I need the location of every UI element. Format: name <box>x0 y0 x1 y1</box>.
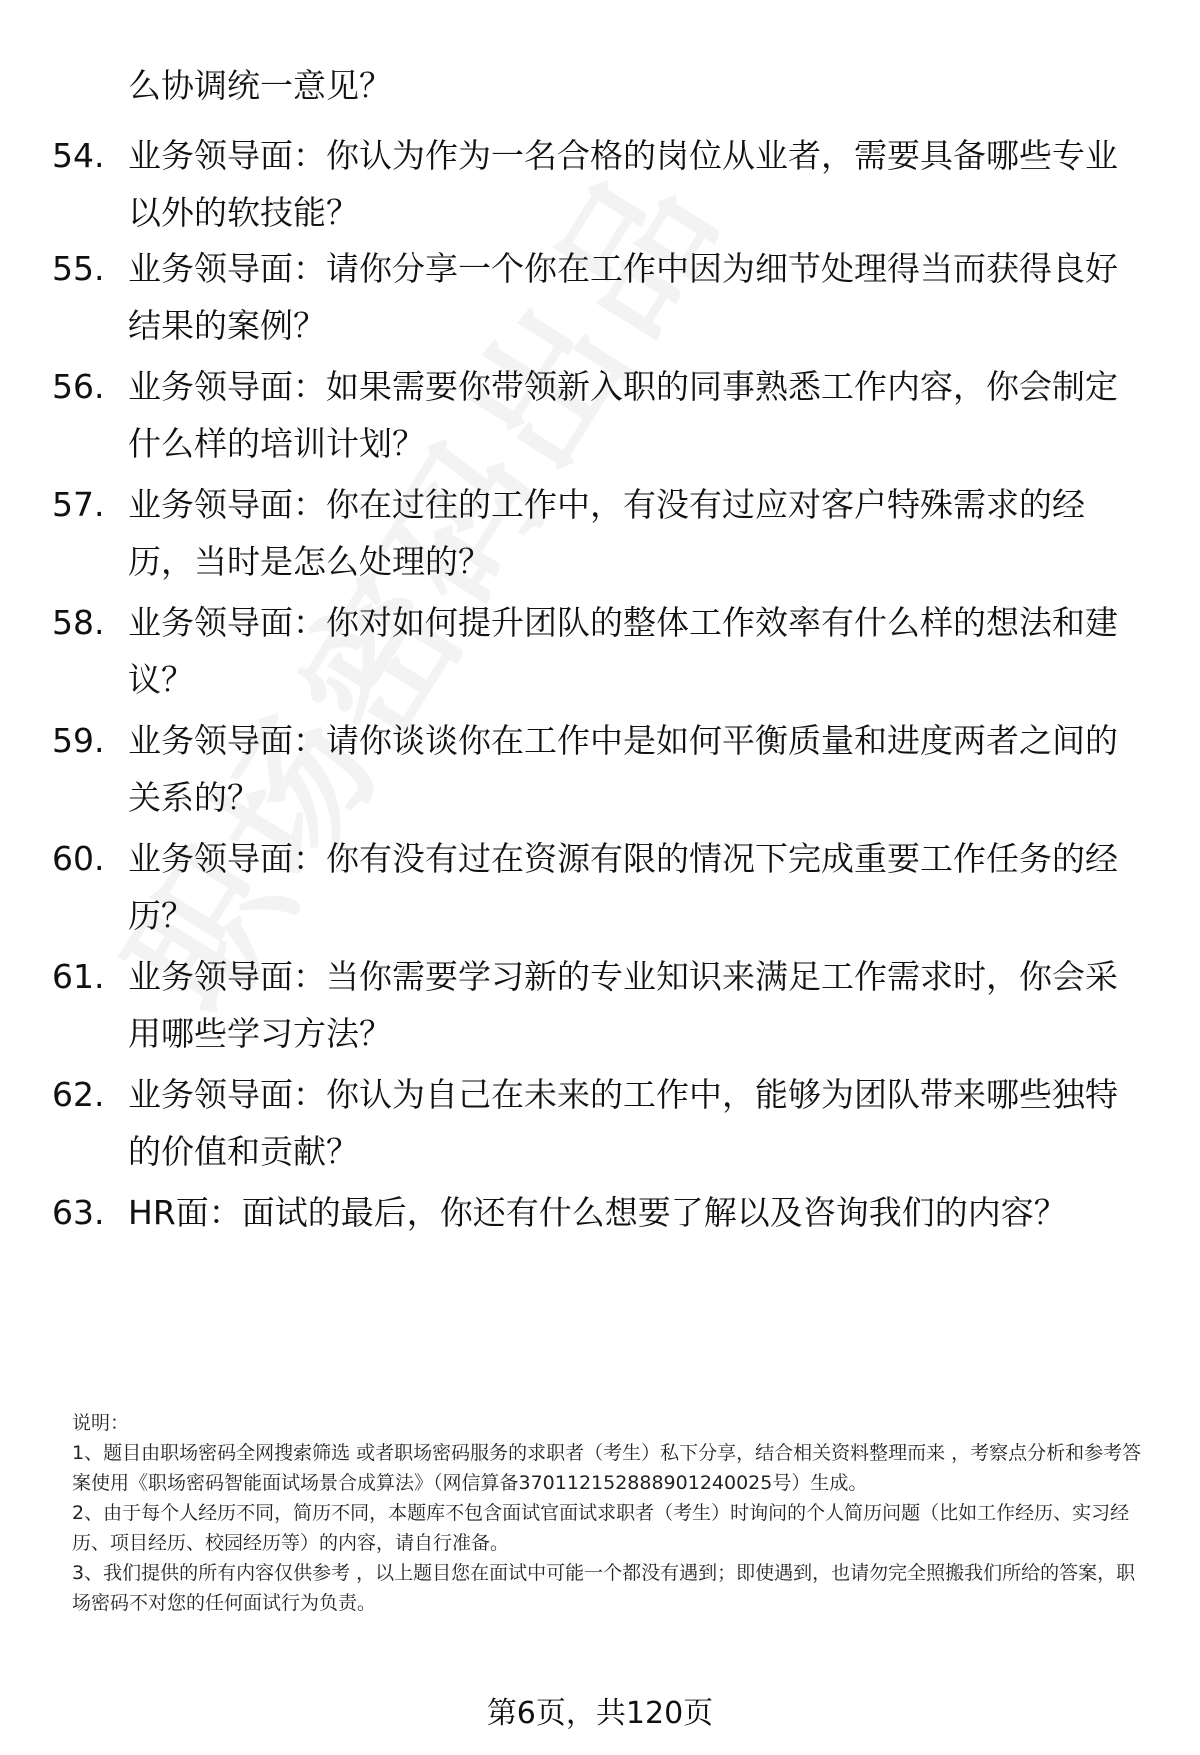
question-text: 业务领导面：你有没有过在资源有限的情况下完成重要工作任务的经历？ <box>128 839 1118 935</box>
question-text: 业务领导面：你对如何提升团队的整体工作效率有什么样的想法和建议？ <box>128 603 1118 699</box>
question-item <box>52 948 1142 1062</box>
question-text: 业务领导面：你认为自己在未来的工作中，能够为团队带来哪些独特的价值和贡献？ <box>128 1075 1118 1171</box>
question-text: 业务领导面：你在过往的工作中，有没有过应对客户特殊需求的经历，当时是怎么处理的？ <box>128 485 1085 581</box>
question-number: 58. <box>52 603 105 642</box>
question-number: 62. <box>52 1075 105 1114</box>
question-item <box>52 594 1142 708</box>
question-item <box>52 240 1142 354</box>
note-item: 2、由于每个人经历不同，简历不同，本题库不包含面试官面试求职者（考生）时询问的个人简历问题（比如工作经历、实习经历、项目经历、校园经历等）的内容，请自行准备。 <box>72 1502 1130 1554</box>
page-number: 第6页，共120页 <box>486 1696 714 1731</box>
question-number: 57. <box>52 485 105 524</box>
question-continuation: 么协调统一意见？ <box>128 66 392 105</box>
question-text: 业务领导面：你认为作为一名合格的岗位从业者，需要具备哪些专业以外的软技能？ <box>128 136 1118 232</box>
question-item <box>52 830 1142 944</box>
question-text: 业务领导面：如果需要你带领新入职的同事熟悉工作内容，你会制定什么样的培训计划？ <box>128 367 1118 463</box>
note-item: 3、我们提供的所有内容仅供参考 ，以上题目您在面试中可能一个都没有遇到；即使遇到，也请勿完全照搬我们所给的答案，职场密码不对您的任何面试行为负责。 <box>72 1562 1136 1614</box>
question-number: 63. <box>52 1193 105 1232</box>
question-item <box>52 712 1142 826</box>
question-text: HR面：面试的最后，你还有什么想要了解以及咨询我们的内容？ <box>128 1193 1067 1232</box>
question-item <box>52 358 1142 472</box>
question-item <box>52 476 1142 590</box>
question-text: 业务领导面：请你谈谈你在工作中是如何平衡质量和进度两者之间的关系的？ <box>128 721 1118 817</box>
notes-section <box>72 1408 1152 1618</box>
question-item <box>52 1184 1142 1241</box>
question-item <box>52 127 1142 241</box>
question-text: 业务领导面：请你分享一个你在工作中因为细节处理得当而获得良好结果的案例？ <box>128 249 1118 345</box>
question-number: 61. <box>52 957 105 996</box>
question-number: 59. <box>52 721 105 760</box>
question-number: 60. <box>52 839 105 878</box>
note-item: 1、题目由职场密码全网搜索筛选 或者职场密码服务的求职者（考生）私下分享，结合相关资料整理而来 ，考察点分析和参考答案使用《职场密码智能面试场景合成算法》（网信算备370112152888901240025号）生成。 <box>72 1442 1142 1494</box>
question-number: 55. <box>52 249 105 288</box>
question-text: 业务领导面：当你需要学习新的专业知识来满足工作需求时，你会采用哪些学习方法？ <box>128 957 1118 1053</box>
question-number: 56. <box>52 367 105 406</box>
question-number: 54. <box>52 136 105 175</box>
question-item <box>52 1066 1142 1180</box>
notes-heading: 说明： <box>72 1412 130 1434</box>
